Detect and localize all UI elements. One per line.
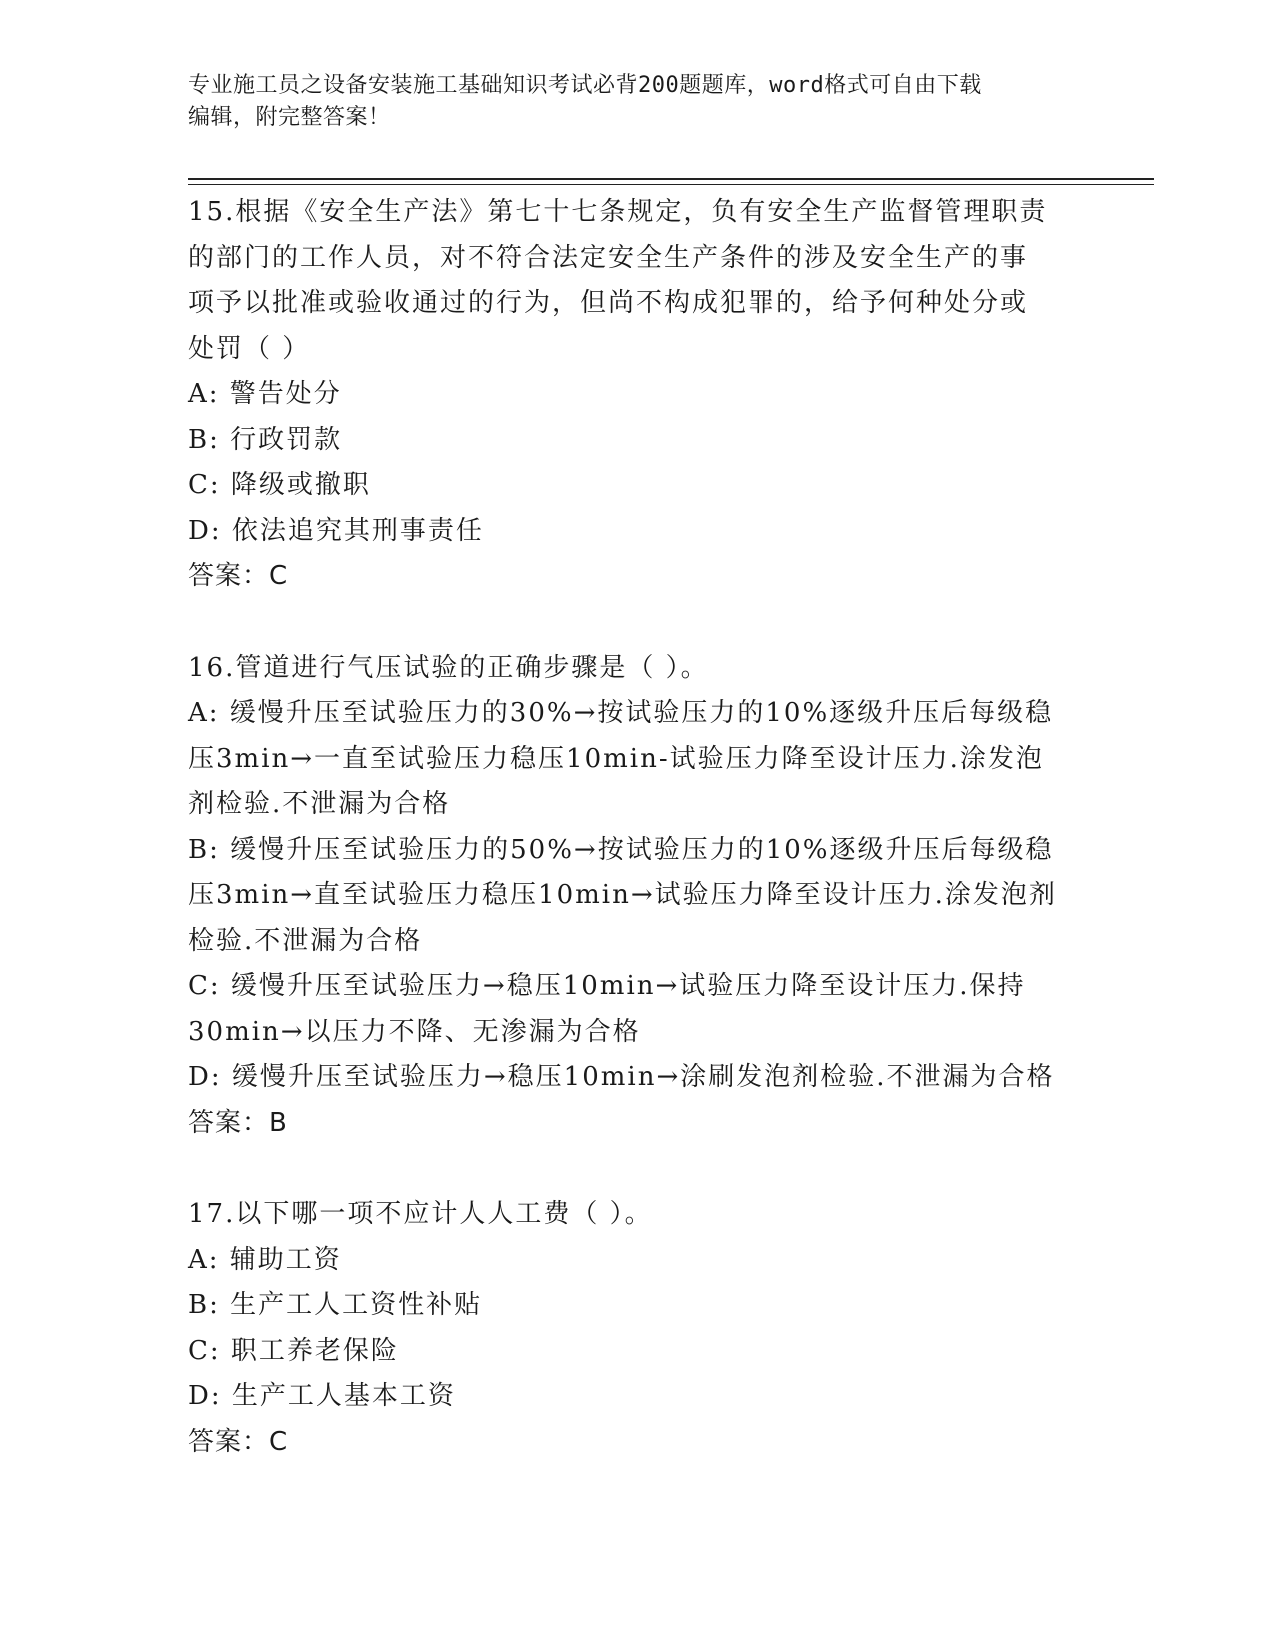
question-16 xyxy=(188,646,1088,1147)
option-c: C: 降级或撤职 xyxy=(188,470,371,500)
option-c-line: C: 缓慢升压至试验压力→稳压10min→试验压力降至设计压力.保持 xyxy=(188,971,1026,1001)
option-a-line: 剂检验.不泄漏为合格 xyxy=(188,789,451,819)
answer-line: 答案：C xyxy=(188,561,289,591)
option-b: B: 生产工人工资性补贴 xyxy=(188,1290,483,1320)
question-stem-line: 17.以下哪一项不应计人人工费（ ）。 xyxy=(188,1199,653,1229)
question-15 xyxy=(188,190,1088,600)
option-a-line: 压3min→一直至试验压力稳压10min-试验压力降至设计压力.涂发泡 xyxy=(188,743,1044,774)
question-stem-line: 16.管道进行气压试验的正确步骤是（ ）。 xyxy=(188,652,709,683)
option-c: C: 职工养老保险 xyxy=(188,1335,399,1366)
question-stem-line: 的部门的工作人员，对不符合法定安全生产条件的涉及安全生产的事 xyxy=(188,242,1029,273)
header-rule-thin xyxy=(188,184,1154,185)
option-b-line: 检验.不泄漏为合格 xyxy=(188,925,423,956)
answer-line: 答案：B xyxy=(188,1107,288,1138)
document-header xyxy=(188,70,1068,134)
option-b-line: B: 缓慢升压至试验压力的50%→按试验压力的10%逐级升压后每级稳 xyxy=(188,834,1054,865)
question-list xyxy=(188,190,1088,1511)
option-b: B: 行政罚款 xyxy=(188,424,343,455)
question-stem-line: 项予以批准或验收通过的行为，但尚不构成犯罪的，给予何种处分或 xyxy=(188,288,1029,318)
option-b-line: 压3min→直至试验压力稳压10min→试验压力降至设计压力.涂发泡剂 xyxy=(188,880,1057,910)
option-a: A: 警告处分 xyxy=(188,379,342,409)
option-d: D: 依法追究其刑事责任 xyxy=(188,515,484,546)
answer-line: 答案：C xyxy=(188,1426,289,1457)
option-d: D: 生产工人基本工资 xyxy=(188,1381,456,1411)
option-c-line: 30min→以压力不降、无渗漏为合格 xyxy=(188,1016,641,1047)
question-stem-line: 处罚（ ） xyxy=(188,333,311,364)
question-17 xyxy=(188,1192,1088,1465)
question-stem-line: 15.根据《安全生产法》第七十七条规定，负有安全生产监督管理职责 xyxy=(188,197,1048,227)
header-line-1: 专业施工员之设备安装施工基础知识考试必背200题题库，word格式可自由下载 xyxy=(188,73,982,98)
header-rule-thick xyxy=(188,178,1154,180)
option-a-line: A: 缓慢升压至试验压力的30%→按试验压力的10%逐级升压后每级稳 xyxy=(188,698,1054,728)
option-a: A: 辅助工资 xyxy=(188,1244,342,1275)
header-line-2: 编辑，附完整答案！ xyxy=(188,105,391,130)
option-d-line: D: 缓慢升压至试验压力→稳压10min→涂刷发泡剂检验.不泄漏为合格 xyxy=(188,1062,1055,1092)
